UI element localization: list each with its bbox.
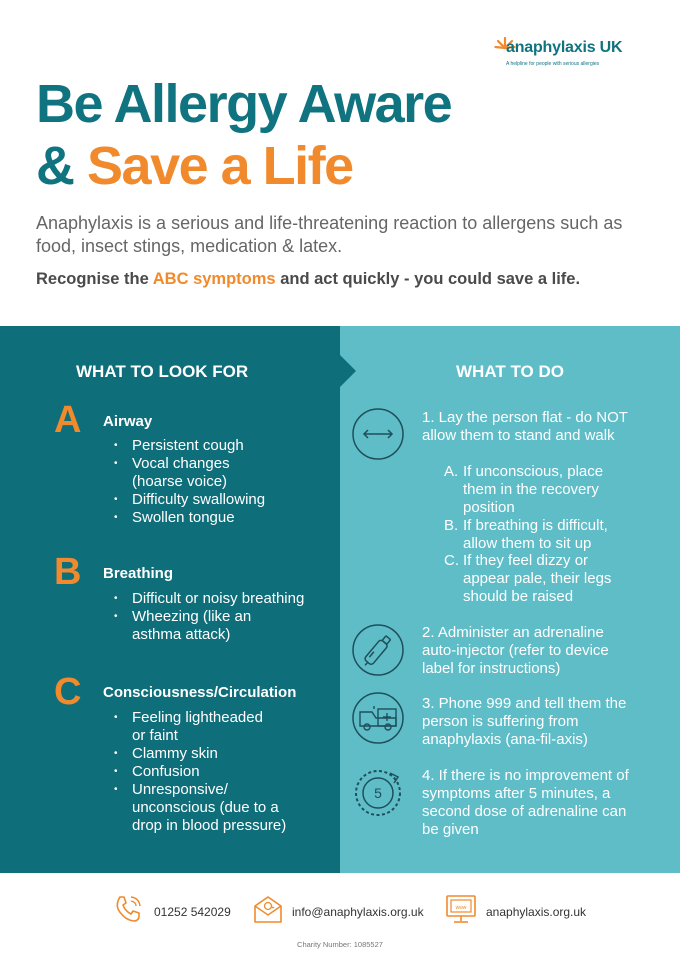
footer-email[interactable]	[252, 893, 432, 927]
breathing-title: Breathing	[103, 565, 174, 582]
recognise-line	[36, 270, 580, 289]
website-url: anaphylaxis.org.uk	[486, 905, 587, 919]
step-1: 1. Lay the person flat - do NOT allow them to stand and walk	[422, 409, 628, 444]
step-3: 3. Phone 999 and tell them the person is suffering from anaphylaxis (ana-fil-axis)	[422, 695, 627, 748]
substep-text: If unconscious, place them in the recovery position	[463, 463, 604, 516]
substep-c	[444, 552, 644, 606]
airway-list	[114, 437, 314, 527]
page-title-line1: Be Allergy Aware	[36, 74, 452, 134]
list-item: • Swollen tongue	[114, 509, 314, 527]
step-2: 2. Administer an adrenaline auto-injector (refer to device label for instructions)	[422, 624, 609, 677]
logo-tagline: A helpline for people with serious allergies	[506, 61, 600, 67]
computer-icon	[444, 893, 478, 925]
list-item: • Confusion	[114, 763, 314, 781]
recognise-highlight: ABC symptoms	[152, 270, 276, 288]
svg-text:www: www	[455, 905, 467, 911]
anaphylaxis-uk-logo	[494, 34, 644, 70]
substep-a	[444, 463, 644, 517]
recognise-before: Recognise the	[36, 270, 153, 288]
what-to-do-heading: WHAT TO DO	[456, 362, 564, 381]
list-item: • Wheezing (like an asthma attack)	[114, 608, 274, 644]
list-item: • Persistent cough	[114, 437, 314, 455]
charity-number: Charity Number: 1085527	[297, 940, 383, 949]
email-address: info@anaphylaxis.org.uk	[292, 905, 424, 919]
letter-b: B	[54, 551, 82, 593]
substep-text: If they feel dizzy or appear pale, their legs should be raised	[463, 552, 612, 605]
title-ampersand: &	[36, 136, 74, 196]
substep-text: If breathing is difficult, allow them to sit up	[463, 517, 608, 552]
list-item: • Unresponsive/ unconscious (due to a drop in blood pressure)	[114, 781, 294, 835]
page-title-line2	[36, 136, 353, 196]
ambulance-icon	[350, 690, 406, 746]
timer-number: 5	[374, 785, 382, 801]
auto-injector-icon	[350, 622, 406, 678]
phone-number: 01252 542029	[154, 905, 231, 919]
footer-phone[interactable]	[112, 893, 242, 927]
footer-website[interactable]	[444, 893, 604, 927]
intro-paragraph: Anaphylaxis is a serious and life-threatening reaction to allergens such as food, insect stings, medication & latex.	[36, 213, 623, 256]
letter-a: A	[54, 399, 82, 441]
letter-c: C	[54, 671, 82, 713]
consciousness-title: Consciousness/Circulation	[103, 684, 297, 701]
list-item: • Vocal changes (hoarse voice)	[114, 455, 254, 491]
what-to-look-for-heading: WHAT TO LOOK FOR	[76, 362, 249, 381]
lay-flat-icon	[350, 406, 406, 462]
substep-label: C.	[444, 552, 459, 569]
email-icon	[252, 893, 284, 925]
substep-label: A.	[444, 463, 459, 480]
phone-icon	[112, 893, 144, 925]
substep-b	[444, 517, 644, 553]
recognise-after: and act quickly - you could save a life.	[275, 270, 581, 288]
logo-name: anaphylaxis UK	[506, 39, 623, 56]
list-item: • Feeling lightheaded or faint	[114, 709, 274, 745]
title-save-a-life: Save a Life	[87, 136, 353, 196]
breathing-list	[114, 590, 324, 644]
list-item: • Difficult or noisy breathing	[114, 590, 324, 608]
airway-title: Airway	[103, 413, 153, 430]
step-4: 4. If there is no improvement of symptoms after 5 minutes, a second dose of adrenaline can be given	[422, 767, 629, 838]
list-item: • Difficulty swallowing	[114, 491, 314, 509]
list-item: • Clammy skin	[114, 745, 314, 763]
timer-icon	[350, 763, 406, 819]
panel-arrow	[340, 355, 356, 387]
consciousness-list	[114, 709, 314, 835]
substep-label: B.	[444, 517, 459, 534]
